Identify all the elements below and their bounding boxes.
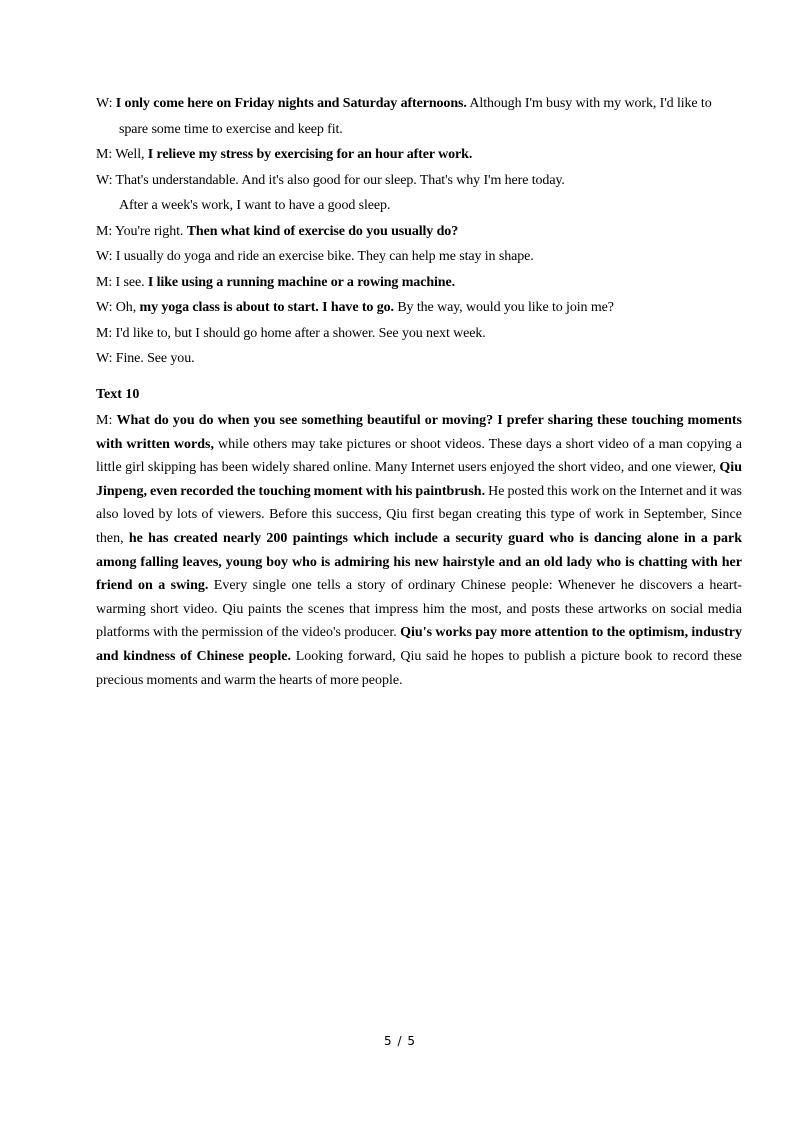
dialogue-line-9: W: Oh, my yoga class is about to start. I have to go. By the way, would you like to join me? (96, 300, 614, 315)
dialogue-line-2: spare some time to exercise and keep fit. (119, 121, 343, 137)
section-title-text-10: Text 10 (96, 387, 140, 402)
dialogue-line-1: W: I only come here on Friday nights and Saturday afternoons. Although I'm busy with my work, I'd like to (96, 96, 712, 111)
dialogue-line-10: M: I'd like to, but I should go home after a shower. See you next week. (96, 325, 486, 341)
document-page (96, 96, 742, 692)
dialogue-line-5: After a week's work, I want to have a good sleep. (119, 198, 391, 213)
text-10-paragraph: M: What do you do when you see something beautiful or moving? I prefer sharing these touching moments with written words, while others may take pictures or shoot videos. These days a short video of a man copying a little girl skipping has been widely shared online. Many Internet users enjoyed the short video, and one viewer, Qiu Jinpeng, even recorded the touching moment with his paintbrush. He posted this work on the Internet and it was also loved by lots of viewers. Before this success, Qiu first began creating this type of work in September, Since then, he has created nearly 200 paintings which include a security guard who is dancing alone in a park among falling leaves, young boy who is admiring his new hairstyle and an old lady who is chatting with her friend on a swing. Every single one tells a story of ordinary Chinese people: Whenever he discovers a heart-warming short video. Qiu paints the scenes that impress him the most, and posts these artworks on social media platforms with the permission of the video's producer. Qiu's works pay more attention to the optimism, industry and kindness of Chinese people. Looking forward, Qiu said he hopes to publish a picture book to record these precious moments and warm the hearts of more people. (96, 413, 742, 688)
dialogue-line-4: W: That's understandable. And it's also good for our sleep. That's why I'm here today. (96, 172, 565, 188)
dialogue-line-7: W: I usually do yoga and ride an exercise bike. They can help me stay in shape. (96, 249, 534, 264)
dialogue-line-6: M: You're right. Then what kind of exercise do you usually do? (96, 223, 459, 239)
dialogue-line-3: M: Well, I relieve my stress by exercising for an hour after work. (96, 147, 473, 162)
dialogue-line-11: W: Fine. See you. (96, 351, 195, 366)
dialogue-line-8: M: I see. I like using a running machine or a rowing machine. (96, 274, 455, 290)
page-number: 5 / 5 (384, 1034, 416, 1048)
